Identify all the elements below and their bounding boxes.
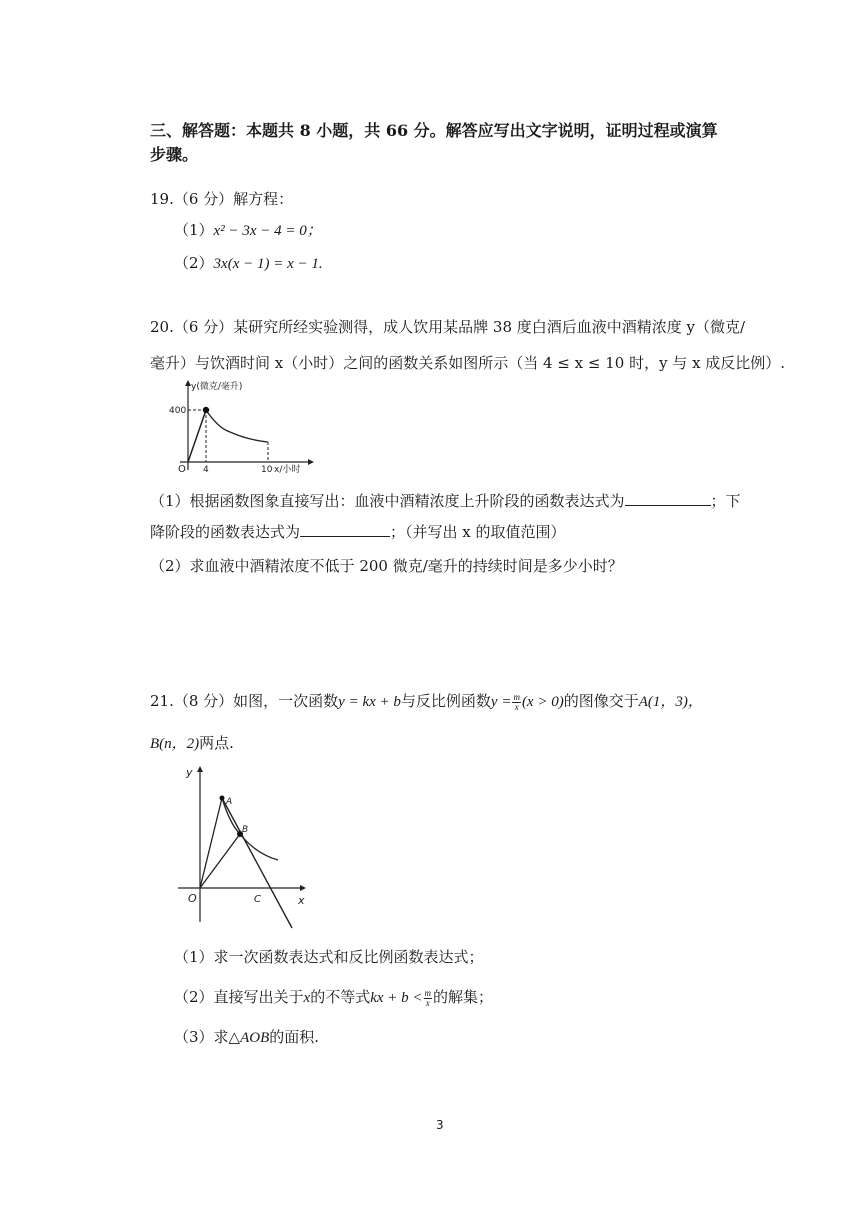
page-number: 3: [436, 1118, 444, 1132]
q21-text-line2: [150, 732, 234, 753]
q21-part3-text-c: 的面积.: [269, 1028, 320, 1046]
q19-part1-equation: x² − 3x − 4 = 0；: [213, 223, 322, 239]
q21-fraction-denominator: x: [514, 701, 519, 712]
q21-part3: [174, 1026, 319, 1047]
q20-text-line1: 20.（6 分）某研究所经实验测得，成人饮用某品牌 38 度白酒后血液中酒精浓度 y（微克/: [150, 318, 746, 336]
q21-text-two-points: 两点.: [199, 734, 234, 752]
q20-part2: （2）求血液中酒精浓度不低于 200 微克/毫升的持续时间是多少小时？: [150, 557, 623, 575]
q21-inequality: kx + b <: [370, 990, 423, 1006]
q19-part1-label: （1）: [174, 221, 214, 239]
q19-part2-equation: 3x(x − 1) = x − 1.: [213, 256, 323, 272]
q21-text-f: 的图像交于: [563, 692, 639, 710]
q21-part2-fraction-numerator: m: [424, 987, 432, 998]
q21-label-a: A: [226, 797, 233, 807]
q21-point-a-marker: [220, 796, 225, 801]
q21-part1: （1）求一次函数表达式和反比例函数表达式；: [174, 948, 484, 966]
q20-decreasing-curve: [206, 410, 268, 442]
q21-label-b: B: [242, 825, 249, 835]
section-heading-line2: 步骤。: [150, 145, 199, 164]
q21-y-axis-label: y: [186, 766, 193, 779]
q21-part2-x: x: [303, 990, 311, 1006]
q21-part2-fraction-denominator: x: [425, 997, 430, 1008]
q20-rising-line: [188, 410, 206, 462]
q21-part3-text-a: （3）求△: [174, 1028, 241, 1046]
q19-header: 19.（6 分）解方程：: [150, 190, 294, 208]
q21-x-axis-label: x: [298, 894, 305, 907]
q20-part1-text-a: （1）根据函数图象直接写出：血液中酒精浓度上升阶段的函数表达式为: [150, 492, 625, 510]
q20-part1-text-c: 降阶段的函数表达式为: [150, 523, 301, 541]
q21-linear-function: y = kx + b: [338, 694, 401, 710]
q20-graph: [160, 376, 320, 476]
q21-segment-oa: [200, 798, 222, 888]
q20-x-axis-label: x/小时: [274, 465, 301, 475]
q20-part1-line1: [150, 490, 741, 511]
q20-answer-blank-falling[interactable]: [300, 522, 390, 537]
q21-domain: (x > 0): [521, 694, 564, 710]
q20-part1-text-b: ；下: [710, 492, 741, 510]
q21-graph: [170, 762, 320, 932]
q20-text-line2: 毫升）与饮酒时间 x（小时）之间的函数关系如图所示（当 4 ≤ x ≤ 10 时，y 与 x 成反比例）.: [150, 354, 786, 372]
q19-part2: [174, 252, 323, 273]
q21-inverse-function: y =: [490, 694, 512, 710]
q20-x-tick-4: 4: [203, 465, 209, 475]
q21-fraction-numerator: m: [513, 691, 520, 702]
q21-point-b: B(n，2): [150, 736, 200, 752]
q20-x-axis-arrow: [308, 459, 314, 465]
q19-part1: [174, 219, 322, 240]
q20-origin-label: O: [178, 464, 186, 475]
q21-linear-line: [222, 798, 292, 928]
q21-fraction: [512, 693, 521, 712]
q21-part2-fraction: [424, 989, 433, 1008]
q20-x-tick-10: 10: [261, 465, 273, 475]
q20-peak-point: [203, 407, 209, 413]
q21-part2: [174, 986, 493, 1008]
q21-part2-text-d: 的解集；: [433, 988, 494, 1006]
q19-part2-label: （2）: [174, 254, 214, 272]
q20-y-tick-400: 400: [169, 406, 187, 416]
q21-text-line1: [150, 690, 703, 712]
q21-x-axis-arrow: [300, 885, 306, 891]
q21-text-a: 21.（8 分）如图，一次函数: [150, 692, 339, 710]
q21-triangle-aob: AOB: [240, 1030, 270, 1046]
q20-part1-text-d: ；（并写出 x 的取值范围）: [390, 523, 566, 541]
q21-label-c: C: [254, 894, 261, 905]
q21-point-a: A(1，3)，: [638, 694, 703, 710]
section-heading-line1: 三、解答题：本题共 8 小题，共 66 分。解答应写出文字说明，证明过程或演算: [150, 121, 718, 140]
q21-y-axis-arrow: [197, 766, 203, 772]
q20-answer-blank-rising[interactable]: [625, 491, 711, 506]
q21-origin-label: O: [188, 892, 197, 905]
q20-y-axis-label: y(微克/毫升): [191, 382, 243, 392]
q21-part2-text-b: 的不等式: [310, 988, 371, 1006]
q21-text-c: 与反比例函数: [400, 692, 491, 710]
q20-part1-line2: [150, 521, 566, 542]
q21-part2-text-a: （2）直接写出关于: [174, 988, 304, 1006]
